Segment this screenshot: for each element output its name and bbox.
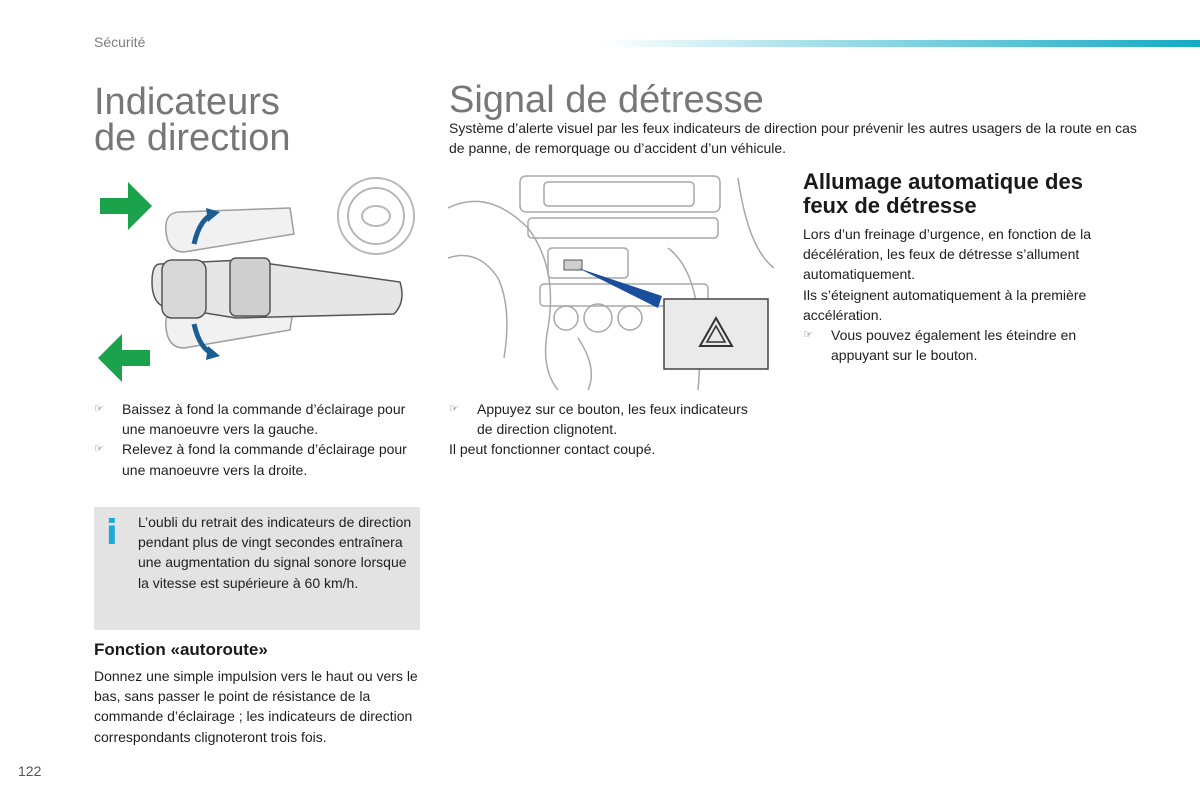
list-item: ☞ Baissez à fond la commande d’éclairage pour une manoeuvre vers la gauche.: [94, 399, 414, 439]
hazard-intro: Système d’alerte visuel par les feux indicateurs de direction pour prévenir les autres usagers de la route en cas de panne, de remorquage ou d’accident d’un véhicule.: [449, 120, 1137, 157]
pointing-hand-icon: ☞: [94, 443, 104, 456]
auto-hazard-text: [803, 224, 1133, 365]
dashboard-illustration: [448, 168, 774, 390]
list-item: ☞ Relevez à fond la commande d’éclairage pour une manoeuvre vers la droite.: [94, 439, 414, 479]
autoroute-text: Donnez une simple impulsion vers le haut ou vers le bas, sans passer le point de résistance de la commande d’éclairage ; les indicateurs de direction correspondants clignoteront trois fois.: [94, 668, 418, 745]
header-accent-bar: [600, 40, 1200, 47]
section-label: Sécurité: [94, 34, 146, 50]
info-text: L’oubli du retrait des indicateurs de direction pendant plus de vingt secondes entraînera une augmentation du signal sonore lorsque la vitesse est supérieure à 60 km/h.: [138, 514, 412, 591]
page-number: 122: [18, 763, 42, 779]
auto-hazard-p1: Lors d’un freinage d’urgence, en fonction de la décélération, les feux de détresse s’allument automatiquement.: [803, 226, 1091, 283]
stalk-illustration: [94, 172, 424, 382]
pointing-hand-icon: ☞: [449, 403, 459, 415]
info-box: [94, 507, 420, 630]
auto-hazard-heading: Allumage automatique des feux de détresse: [803, 169, 1083, 218]
steering-wheel-icon: [338, 178, 414, 254]
pointing-hand-icon: ☞: [94, 403, 104, 415]
pointing-hand-icon: ☞: [803, 329, 813, 342]
page-title-hazard-signal: Signal de détresse: [449, 79, 764, 121]
info-icon: i: [106, 513, 118, 553]
autoroute-heading: Fonction «autoroute»: [94, 640, 268, 659]
list-item: ☞ Appuyez sur ce bouton, les feux indicateurs de direction clignotent.: [449, 399, 749, 439]
page-title-direction-indicators: Indicateurs de direction: [94, 81, 291, 159]
left-instructions: [94, 399, 414, 480]
hazard-button: [664, 299, 768, 369]
auto-hazard-p2: Ils s’éteignent automatiquement à la première accélération.: [803, 286, 1087, 323]
arrow-right-icon: [100, 182, 152, 230]
arrow-left-icon: [98, 334, 150, 382]
hazard-note: Il peut fonctionner contact coupé.: [449, 441, 656, 458]
hazard-instructions: [449, 399, 749, 460]
list-item: ☞ Vous pouvez également les éteindre en appuyant sur le bouton.: [803, 325, 1133, 365]
